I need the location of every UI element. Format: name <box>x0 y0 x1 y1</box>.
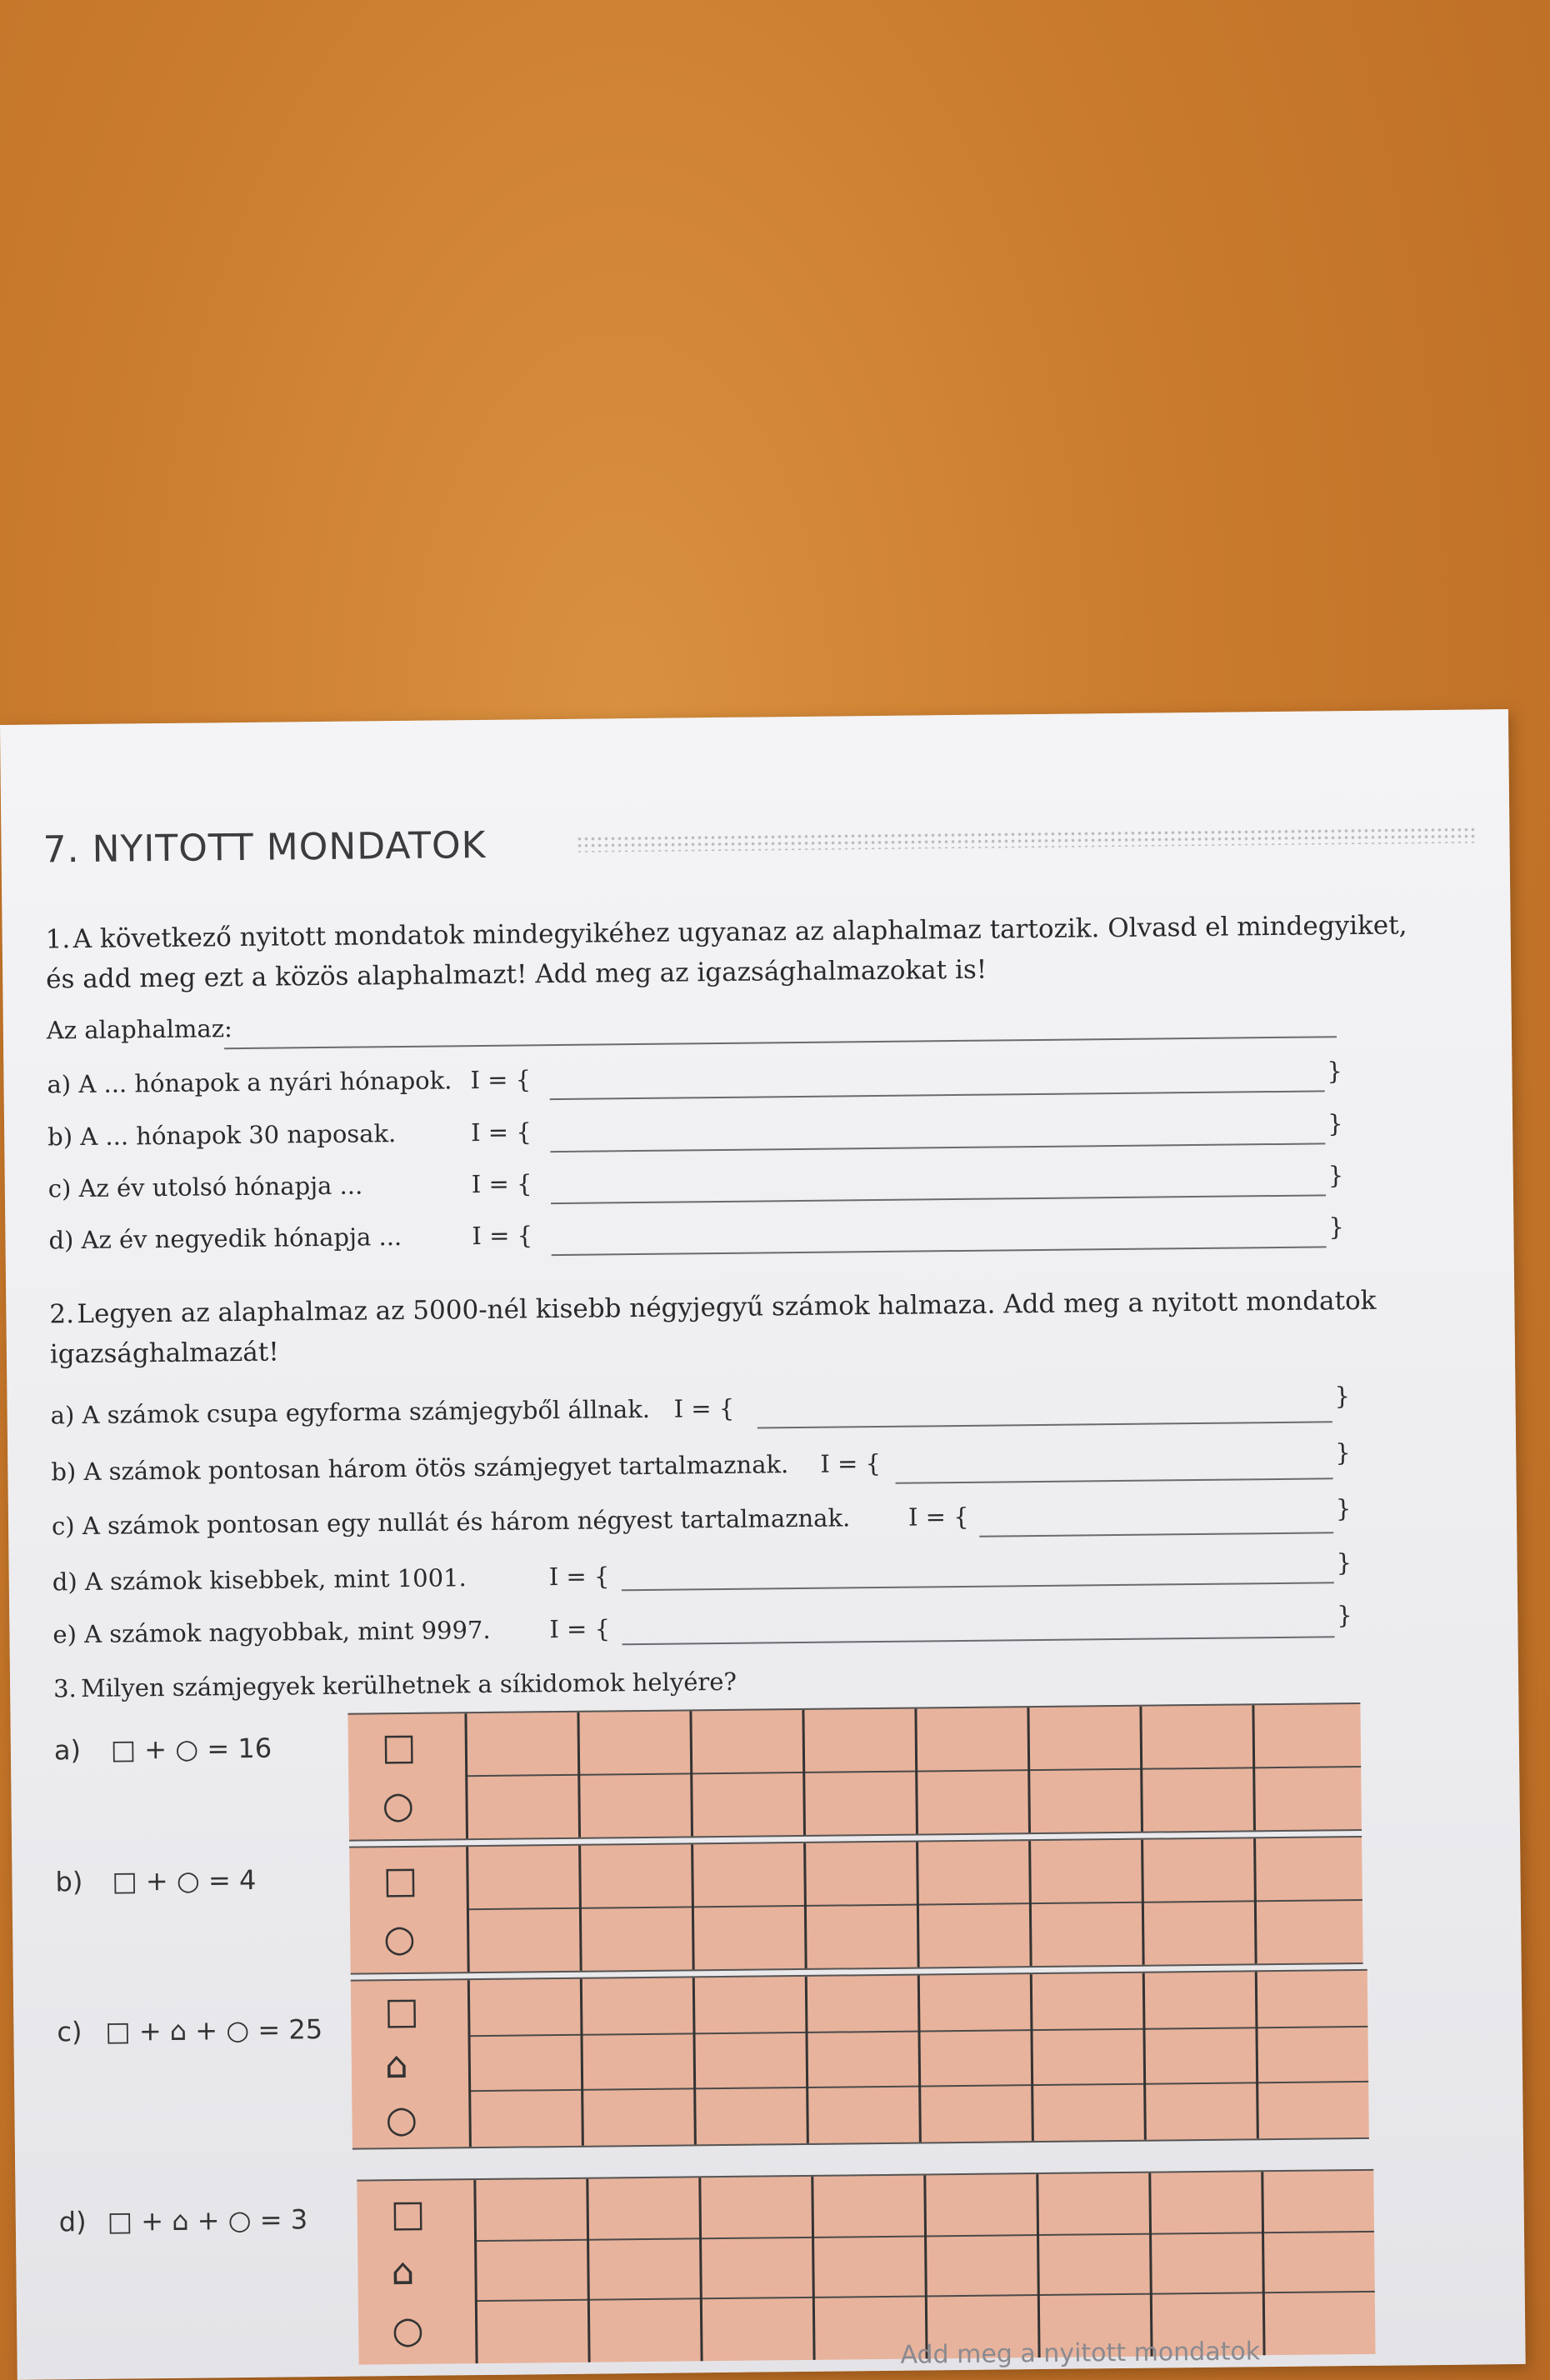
task2-item-e-close: } <box>1337 1601 1352 1630</box>
task1-item-a-close: } <box>1327 1057 1343 1086</box>
task2-text-line1: Legyen az alaphalmaz az 5000-nél kisebb négyjegyű számok halmaza. Add meg a nyitott mondatok <box>77 1285 1377 1330</box>
task1-item-d-answer-line[interactable] <box>552 1246 1327 1256</box>
task2-item-a-close: } <box>1334 1382 1351 1411</box>
task1-item-c-close: } <box>1328 1161 1344 1190</box>
grid-column-divider <box>1148 2173 1152 2357</box>
task3-item-d-label: d) <box>58 2206 87 2238</box>
task2-item-c-close: } <box>1335 1494 1352 1523</box>
task1-item-c-answer-line[interactable] <box>551 1194 1326 1204</box>
task3-item-b-equation: □ + ○ = 4 <box>112 1863 257 1898</box>
grid-column-divider <box>805 1977 809 2143</box>
task2-item-a-label: a) A számok csupa egyforma számjegyből állnak. <box>50 1394 651 1430</box>
section-title: 7. NYITOTT MONDATOK <box>42 823 487 872</box>
footer-next-task-text: Add meg a nyitott mondatok <box>900 2337 1261 2370</box>
grid-column-divider <box>468 1980 472 2147</box>
task1-item-d-close: } <box>1328 1212 1345 1242</box>
square-icon: □ <box>383 1989 420 2033</box>
grid-column-divider <box>692 1978 697 2144</box>
grid-row-divider <box>465 1766 1361 1777</box>
circle-icon: ○ <box>391 2308 424 2352</box>
grid-column-divider <box>586 2179 590 2362</box>
task3-item-c-equation: □ + ⌂ + ○ = 25 <box>105 2013 323 2048</box>
square-icon: □ <box>381 1725 417 1769</box>
circle-icon: ○ <box>382 1783 415 1828</box>
task2-item-a-answer-line[interactable] <box>758 1421 1332 1428</box>
task3-number: 3. <box>52 1674 77 1703</box>
task1-item-b-set: I = { <box>470 1118 532 1148</box>
task2-item-d-close: } <box>1336 1548 1352 1578</box>
grid-row-divider <box>467 1899 1362 1910</box>
task2-item-b-label: b) A számok pontosan három ötös számjegyet tartalmaznak. <box>51 1450 789 1487</box>
task3-item-a-label: a) <box>53 1734 82 1767</box>
grid-column-divider <box>473 2180 478 2363</box>
task1-item-c-label: c) Az év utolsó hónapja ... <box>48 1171 363 1203</box>
task2-item-b-set: I = { <box>820 1448 882 1478</box>
pentagon-icon: ⌂ <box>391 2250 415 2294</box>
task3-item-c-label: c) <box>57 2016 82 2048</box>
grid-column-divider <box>1036 2174 1040 2358</box>
task1-item-a-set: I = { <box>470 1065 532 1095</box>
task2-item-d-set: I = { <box>548 1562 610 1592</box>
task1-text-line1: A következő nyitott mondatok mindegyikéhez ugyanaz az alaphalmaz tartozik. Olvasd el mindegyiket, <box>72 910 1408 955</box>
task1-item-a-label: a) A ... hónapok a nyári hónapok. <box>47 1066 452 1099</box>
pentagon-icon: ⌂ <box>384 2043 409 2088</box>
task3-item-a-equation: □ + ○ = 16 <box>110 1732 272 1766</box>
task2-item-a-set: I = { <box>673 1393 735 1423</box>
task3-item-c-grid <box>351 1969 1369 2150</box>
task2-item-c-label: c) A számok pontosan egy nullát és három négyest tartalmaznak. <box>51 1503 851 1541</box>
task2-item-e-answer-line[interactable] <box>622 1636 1335 1645</box>
task3-item-b-label: b) <box>55 1866 83 1898</box>
task1-base-label: Az alaphalmaz: <box>46 1014 232 1045</box>
grid-column-divider <box>698 2178 702 2361</box>
task3-item-d-grid <box>357 2169 1375 2365</box>
task2-number: 2. <box>49 1299 75 1330</box>
task2-item-b-close: } <box>1335 1438 1351 1468</box>
grid-column-divider <box>811 2177 815 2360</box>
task1-text-line2: és add meg ezt a közös alaphalmazt! Add meg az igazsághalmazokat is! <box>46 954 988 995</box>
task1-item-b-label: b) A ... hónapok 30 naposak. <box>48 1119 397 1152</box>
circle-icon: ○ <box>385 2098 418 2142</box>
task2-item-d-answer-line[interactable] <box>622 1582 1334 1591</box>
task1-number: 1. <box>45 924 71 955</box>
grid-column-divider <box>1255 1972 1259 2138</box>
task2-item-b-answer-line[interactable] <box>896 1478 1333 1483</box>
grid-column-divider <box>580 1979 584 2146</box>
square-icon: □ <box>390 2192 426 2236</box>
task2-item-d-label: d) A számok kisebbek, mint 1001. <box>52 1563 467 1597</box>
grid-column-divider <box>1030 1974 1034 2141</box>
grid-column-divider <box>923 2175 928 2358</box>
grid-column-divider <box>1142 1973 1147 2140</box>
square-icon: □ <box>382 1858 418 1902</box>
task2-text-line2: igazsághalmazát! <box>49 1337 279 1370</box>
grid-column-divider <box>1261 2172 1265 2355</box>
task3-item-d-equation: □ + ⌂ + ○ = 3 <box>107 2203 308 2238</box>
task3-item-b-grid <box>349 1836 1363 1975</box>
task3-text: Milyen számjegyek kerülhetnek a síkidomok helyére? <box>80 1667 738 1703</box>
task1-item-a-answer-line[interactable] <box>550 1090 1325 1100</box>
workbook-page <box>0 709 1526 2380</box>
task1-base-answer-line[interactable] <box>224 1036 1337 1049</box>
task2-item-e-label: e) A számok nagyobbak, mint 9997. <box>52 1615 491 1649</box>
task1-item-d-set: I = { <box>472 1221 533 1251</box>
task2-item-c-answer-line[interactable] <box>979 1532 1333 1537</box>
task1-item-d-label: d) Az év negyedik hónapja ... <box>48 1222 402 1255</box>
task3-item-a-grid <box>348 1702 1362 1842</box>
grid-column-divider <box>918 1976 922 2142</box>
task1-item-b-close: } <box>1327 1109 1343 1138</box>
task2-item-e-set: I = { <box>549 1614 611 1644</box>
circle-icon: ○ <box>383 1917 416 1961</box>
task1-item-b-answer-line[interactable] <box>550 1142 1325 1152</box>
task1-item-c-set: I = { <box>471 1169 532 1199</box>
task2-item-c-set: I = { <box>908 1502 969 1532</box>
title-dotted-rule <box>576 826 1476 852</box>
